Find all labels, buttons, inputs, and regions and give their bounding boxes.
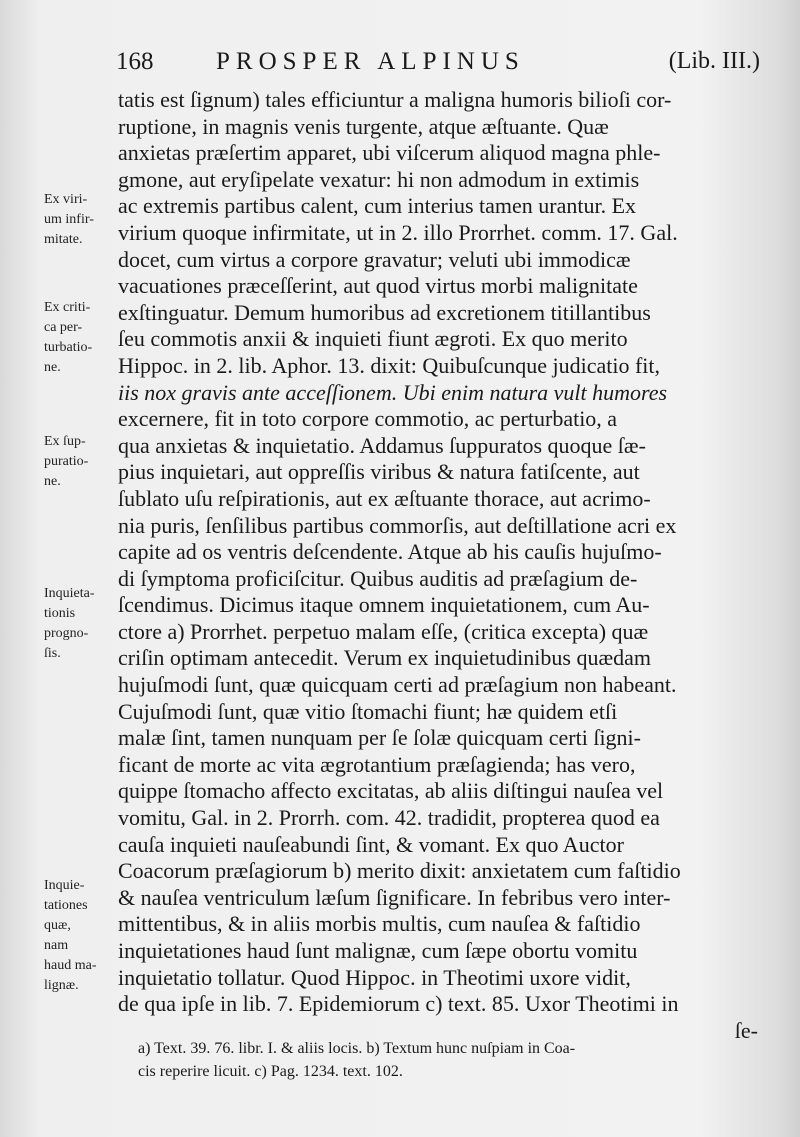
margin-note-line: tionis xyxy=(44,606,76,621)
text-line: capite ad os ventris deſcendente. Atque ab his cauſis hujuſmo- xyxy=(118,539,662,565)
margin-note-line: quæ, xyxy=(44,918,71,933)
margin-note-line: tationes xyxy=(44,898,88,913)
text-line: di ſymptoma proficiſcitur. Quibus auditis ad præſagium de- xyxy=(118,565,638,591)
margin-note-line: haud ma- xyxy=(44,958,97,973)
margin-note xyxy=(44,876,124,996)
margin-note-line: ſis. xyxy=(44,646,61,661)
text-line: de qua ipſe in lib. 7. Epidemiorum c) text. 85. Uxor Theotimi in xyxy=(118,991,679,1017)
text-line: docet, cum virtus a corpore gravatur; veluti ubi immodicæ xyxy=(118,246,631,272)
text-line: inquietatio tollatur. Quod Hippoc. in Theotimi uxore vidit, xyxy=(118,964,631,990)
text-line: anxietas præſertim apparet, ubi viſcerum aliquod magna phle- xyxy=(118,140,661,166)
catchword: ſe- xyxy=(734,1017,758,1043)
text-line: qua anxietas & inquietatio. Addamus ſuppuratos quoque ſæ- xyxy=(118,432,646,458)
text-line: ficant de morte ac vita ægrotantium præſagienda; has vero, xyxy=(118,751,636,777)
text-line: cauſa inquieti nauſeabundi ſint, & vomant. Ex quo Auctor xyxy=(118,831,624,857)
margin-note-line: um infir- xyxy=(44,212,94,227)
text-line: ſeu commotis anxii & inquieti fiunt ægroti. Ex quo merito xyxy=(118,326,628,352)
margin-note-line: Ex viri- xyxy=(44,192,88,207)
margin-note xyxy=(44,298,124,378)
margin-note-line: ne. xyxy=(44,360,61,375)
text-line: & nauſea ventriculum læſum ſignificare. In febribus vero inter- xyxy=(118,884,671,910)
margin-note-line: Inquie- xyxy=(44,878,85,893)
margin-note-line: progno- xyxy=(44,626,89,641)
text-line: ſublato uſu reſpirationis, aut ex æſtuante thorace, aut acrimo- xyxy=(118,485,651,511)
margin-note-line: nam xyxy=(44,938,69,953)
text-line: ctore a) Prorrhet. perpetuo malam eſſe, (critica excepta) quæ xyxy=(118,618,649,644)
footnote-line: a) Text. 39. 76. libr. I. & aliis locis. b) Textum hunc nuſpiam in Coa- xyxy=(138,1040,576,1057)
margin-note-line: Inquieta- xyxy=(44,586,95,601)
text-line: Coacorum præſagiorum b) merito dixit: anxietatem cum faſtidio xyxy=(118,858,681,884)
text-line: mittentibus, & in aliis morbis multis, cum nauſea & faſtidio xyxy=(118,911,641,937)
margin-note-line: puratio- xyxy=(44,454,89,469)
text-line: nia puris, ſenſilibus partibus commorſis, aut deſtillatione acri ex xyxy=(118,512,677,538)
page-number: 168 xyxy=(116,48,154,75)
text-line: tatis est ſignum) tales efficiuntur a maligna humoris bilioſi cor- xyxy=(118,87,672,112)
book-reference: (Lib. III.) xyxy=(668,48,760,74)
margin-note xyxy=(44,190,124,250)
text-line: ſcendimus. Dicimus itaque omnem inquietationem, cum Au- xyxy=(118,592,650,618)
text-line: malæ ſint, tamen nunquam per ſe ſolæ quicquam certi ſigni- xyxy=(118,725,641,751)
margin-note-line: ca per- xyxy=(44,320,83,335)
text-line: exſtinguatur. Demum humoribus ad excretionem titillantibus xyxy=(118,299,651,325)
text-line: ac extremis partibus calent, cum interius tamen urantur. Ex xyxy=(118,193,637,219)
margin-note-line: lignæ. xyxy=(44,978,79,993)
text-line: vomitu, Gal. in 2. Prorrh. com. 42. tradidit, propterea quod ea xyxy=(118,805,660,831)
text-line: Hippoc. in 2. lib. Aphor. 13. dixit: Quibuſcunque judicatio fit, xyxy=(118,352,661,378)
text-line: inquietationes haud ſunt malignæ, cum ſæpe obortu vomitu xyxy=(118,938,638,963)
margin-note xyxy=(44,432,124,492)
text-line: criſin optimam antecedit. Verum ex inquietudinibus quædam xyxy=(118,645,651,671)
margin-note-line: Ex ſup- xyxy=(44,434,86,449)
footnotes xyxy=(138,1037,768,1083)
text-line: ruptione, in magnis venis turgente, atque æſtuante. Quæ xyxy=(118,113,609,139)
margin-note-line: mitate. xyxy=(44,232,83,247)
footnote-line: cis reperire licuit. c) Pag. 1234. text. 102. xyxy=(138,1063,403,1080)
running-header xyxy=(112,46,772,86)
text-line: vacuationes præceſſerint, aut quod virtus morbi malignitate xyxy=(118,273,638,299)
margin-note-line: turbatio- xyxy=(44,340,93,355)
text-line: virium quoque infirmitate, ut in 2. illo Prorrhet. comm. 17. Gal. xyxy=(118,219,678,245)
text-line: Cujuſmodi ſunt, quæ vitio ſtomachi fiunt; hæ quidem etſi xyxy=(118,698,618,724)
text-line: quippe ſtomacho affecto excitatas, ab aliis diſtingui nauſea vel xyxy=(118,778,664,804)
text-line: excernere, fit in toto corpore commotio, ac perturbatio, a xyxy=(118,406,618,432)
text-line: hujuſmodi ſunt, quæ quicquam certi ad præſagium non habeant. xyxy=(118,672,677,698)
text-line: gmone, aut eryſipelate vexatur: hi non admodum in extimis xyxy=(118,166,640,192)
text-line: iis nox gravis ante acceſſionem. Ubi enim natura vult humores xyxy=(118,379,668,405)
text-line: pius inquietari, aut oppreſſis viribus & natura fatiſcente, aut xyxy=(118,459,640,485)
running-title: PROSPER ALPINUS xyxy=(216,48,525,75)
margin-note-line: Ex criti- xyxy=(44,300,91,315)
margin-note xyxy=(44,584,124,664)
margin-note-line: ne. xyxy=(44,474,61,489)
main-text xyxy=(118,87,758,1044)
